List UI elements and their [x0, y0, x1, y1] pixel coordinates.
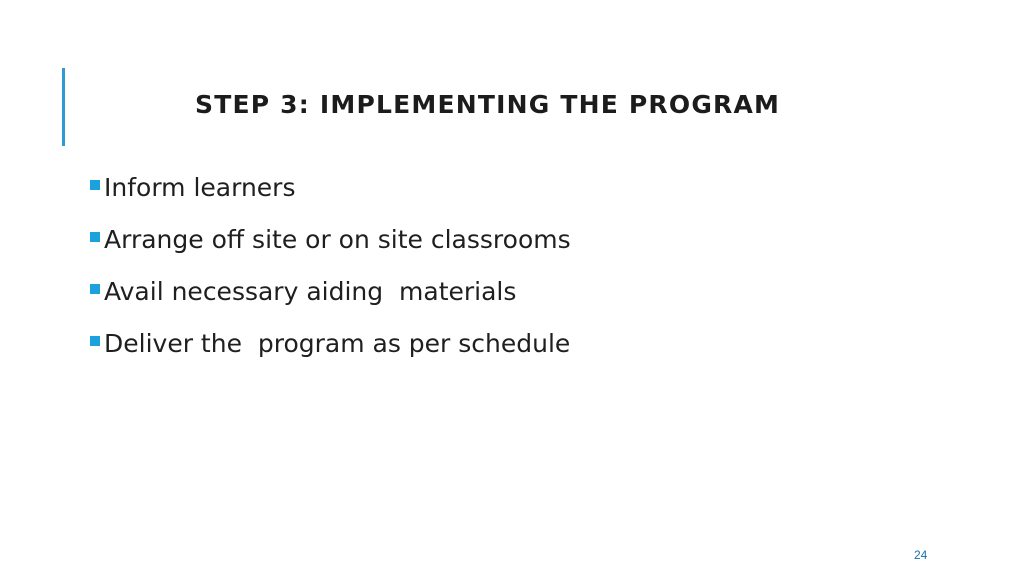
- page-number: 24: [914, 548, 928, 562]
- square-bullet-icon: [90, 336, 100, 346]
- bullet-item-arrange-classrooms: [90, 218, 571, 270]
- bullet-item-avail-materials: [90, 270, 571, 322]
- bullet-list: [90, 166, 571, 374]
- bullet-item-deliver-program: [90, 322, 571, 374]
- slide-title: STEP 3: IMPLEMENTING THE PROGRAM: [195, 90, 781, 119]
- square-bullet-icon: [90, 284, 100, 294]
- bullet-text: Inform learners: [104, 173, 296, 202]
- bullet-text: Deliver the program as per schedule: [104, 329, 571, 358]
- bullet-text: Avail necessary aiding materials: [104, 277, 517, 306]
- square-bullet-icon: [90, 232, 100, 242]
- bullet-item-inform-learners: [90, 166, 571, 218]
- bullet-text: Arrange off site or on site classrooms: [104, 225, 571, 254]
- title-accent-bar: [62, 68, 65, 146]
- square-bullet-icon: [90, 180, 100, 190]
